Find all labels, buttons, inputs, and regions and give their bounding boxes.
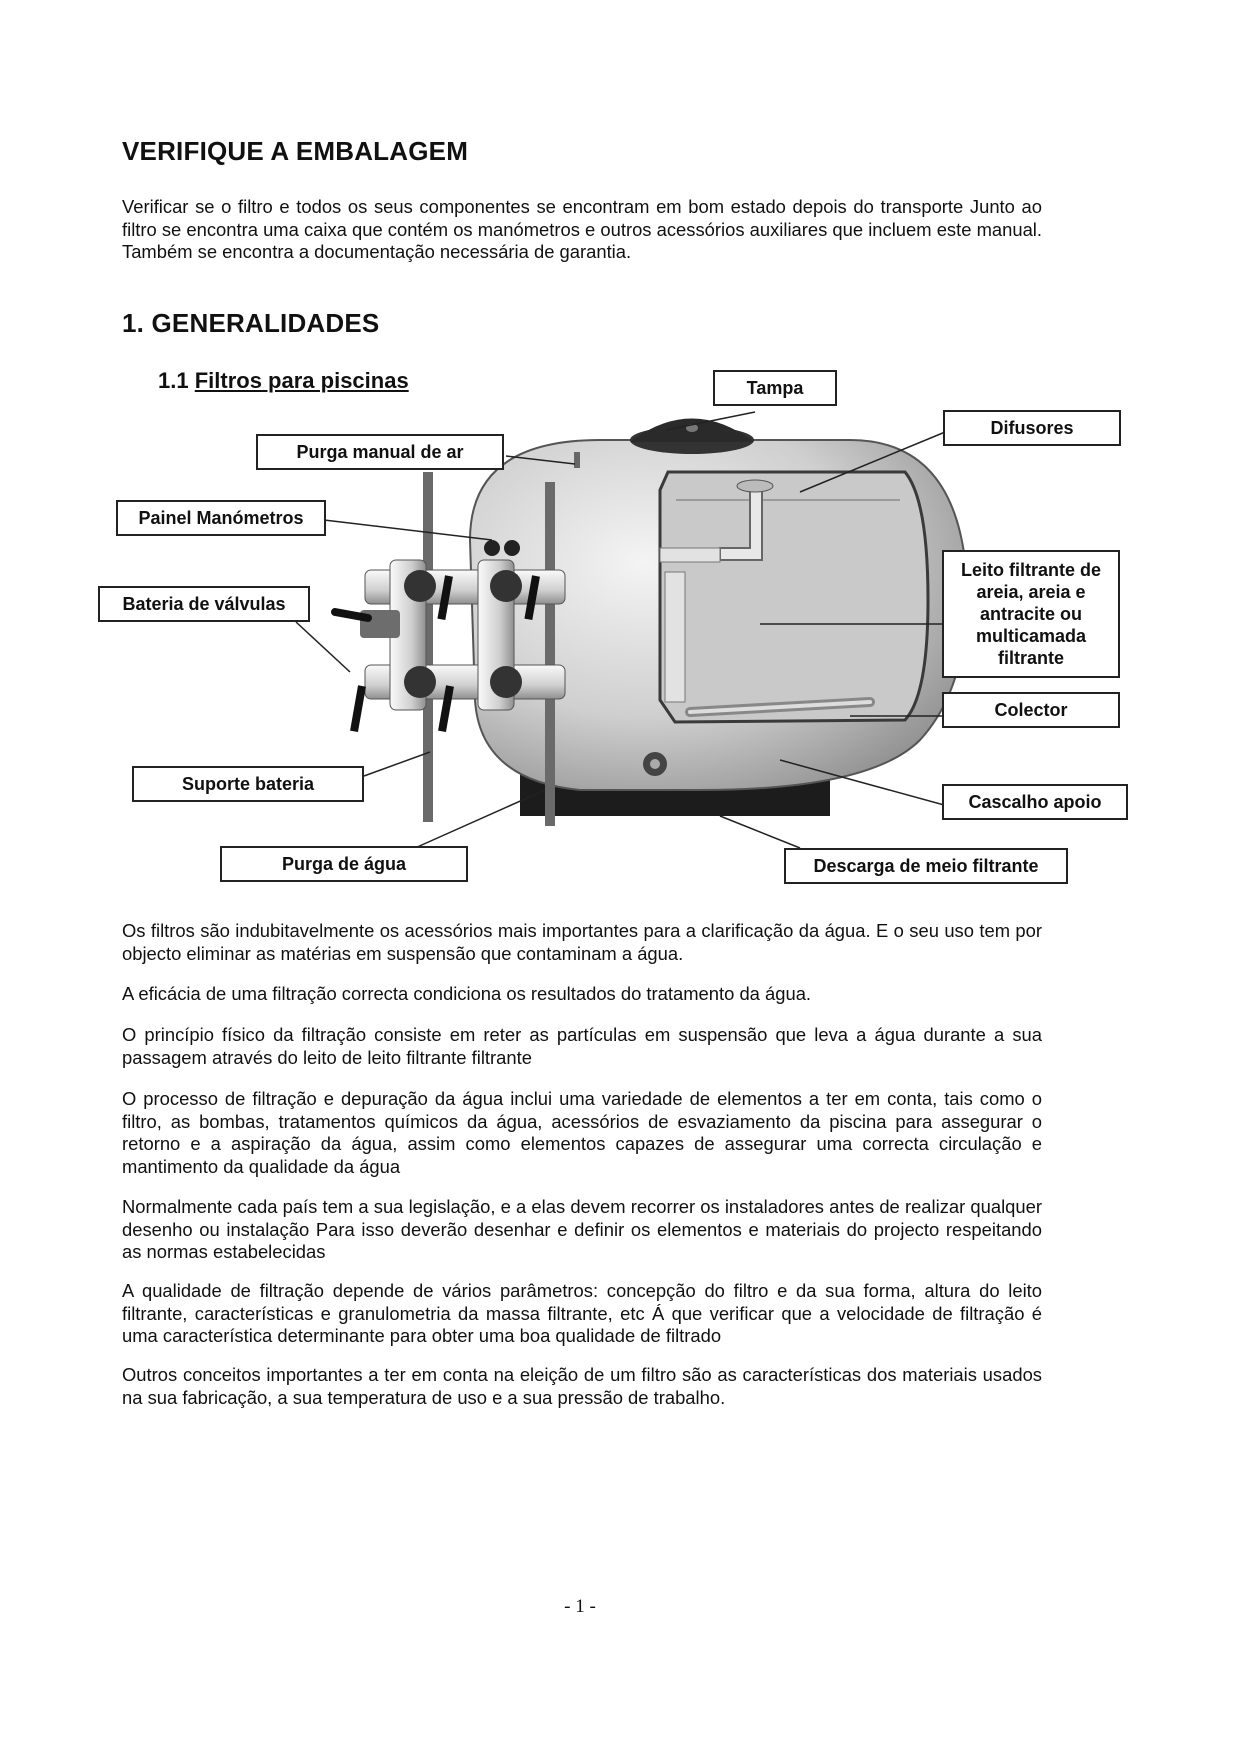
body-paragraph-3: O princípio físico da filtração consiste em reter as partículas em suspensão que leva a água durante a sua passagem através do leito de leito filtrante filtrante <box>122 1024 1042 1068</box>
air-purge-valve <box>574 452 580 468</box>
label-descarga-meio-filtrante: Descarga de meio filtrante <box>784 848 1068 884</box>
label-colector: Colector <box>942 692 1120 728</box>
label-purga-agua: Purga de água <box>220 846 468 882</box>
body-paragraph-4: O processo de filtração e depuração da água inclui uma variedade de elementos a ter em conta, tais como o filtro, as bombas, tratamentos químicos da água, acessórios de esvaziamento da piscina para assegurar o retorno e a aspiração da água, assim como elementos capazes de assegurar uma correcta circulação e mantimento da qualidade da água <box>122 1088 1042 1177</box>
section-general-title: 1. GENERALIDADES <box>122 308 380 338</box>
label-painel-manometros: Painel Manómetros <box>116 500 326 536</box>
label-leito-filtrante: Leito filtrante de areia, areia e antracite ou multicamada filtrante <box>942 550 1120 678</box>
subsection-number: 1.1 <box>158 368 189 393</box>
label-bateria-valvulas: Bateria de válvulas <box>98 586 310 622</box>
body-paragraph-5: Normalmente cada país tem a sua legislação, e a elas devem recorrer os instaladores antes de realizar qualquer desenho ou instalação Para isso deverão desenhar e definir os elementos e materiais do projecto respeitando as normas estabelecidas <box>122 1196 1042 1262</box>
label-purga-ar: Purga manual de ar <box>256 434 504 470</box>
tank-cutaway <box>660 472 928 722</box>
page-number: - 1 - <box>564 1596 596 1617</box>
central-pipe <box>665 572 685 702</box>
section-check-title: VERIFIQUE A EMBALAGEM <box>122 136 469 166</box>
body-paragraph-6: A qualidade de filtração depende de vários parâmetros: concepção do filtro e da sua forma, altura do leito filtrante, características e granulometria da massa filtrante, etc Á que verificar que a velocidade de filtração é uma característica determinante para obter uma boa qualidade de filtrado <box>122 1280 1042 1346</box>
label-difusores: Difusores <box>943 410 1121 446</box>
section-check-paragraph: Verificar se o filtro e todos os seus componentes se encontram em bom estado depois do transporte Junto ao filtro se encontra uma caixa que contém os manómetros e outros acessórios auxiliares que incluem este manual. Também se encontra a documentação necessária de garantia. <box>122 196 1042 262</box>
body-paragraph-1: Os filtros são indubitavelmente os acessórios mais importantes para a clarificação da água. E o seu uso tem por objecto eliminar as matérias em suspensão que contaminam a água. <box>122 920 1042 964</box>
support-pole-right <box>545 482 555 826</box>
label-cascalho-apoio: Cascalho apoio <box>942 784 1128 820</box>
label-tampa: Tampa <box>713 370 837 406</box>
subsection-title: Filtros para piscinas <box>194 368 409 393</box>
body-paragraph-7: Outros conceitos importantes a ter em conta na eleição de um filtro são as características dos materiais usados na sua fabricação, a sua temperatura de uso e a sua pressão de trabalho. <box>122 1364 1042 1408</box>
label-suporte-bateria: Suporte bateria <box>132 766 364 802</box>
body-paragraph-2: A eficácia de uma filtração correcta condiciona os resultados do tratamento da água. <box>122 983 812 1004</box>
